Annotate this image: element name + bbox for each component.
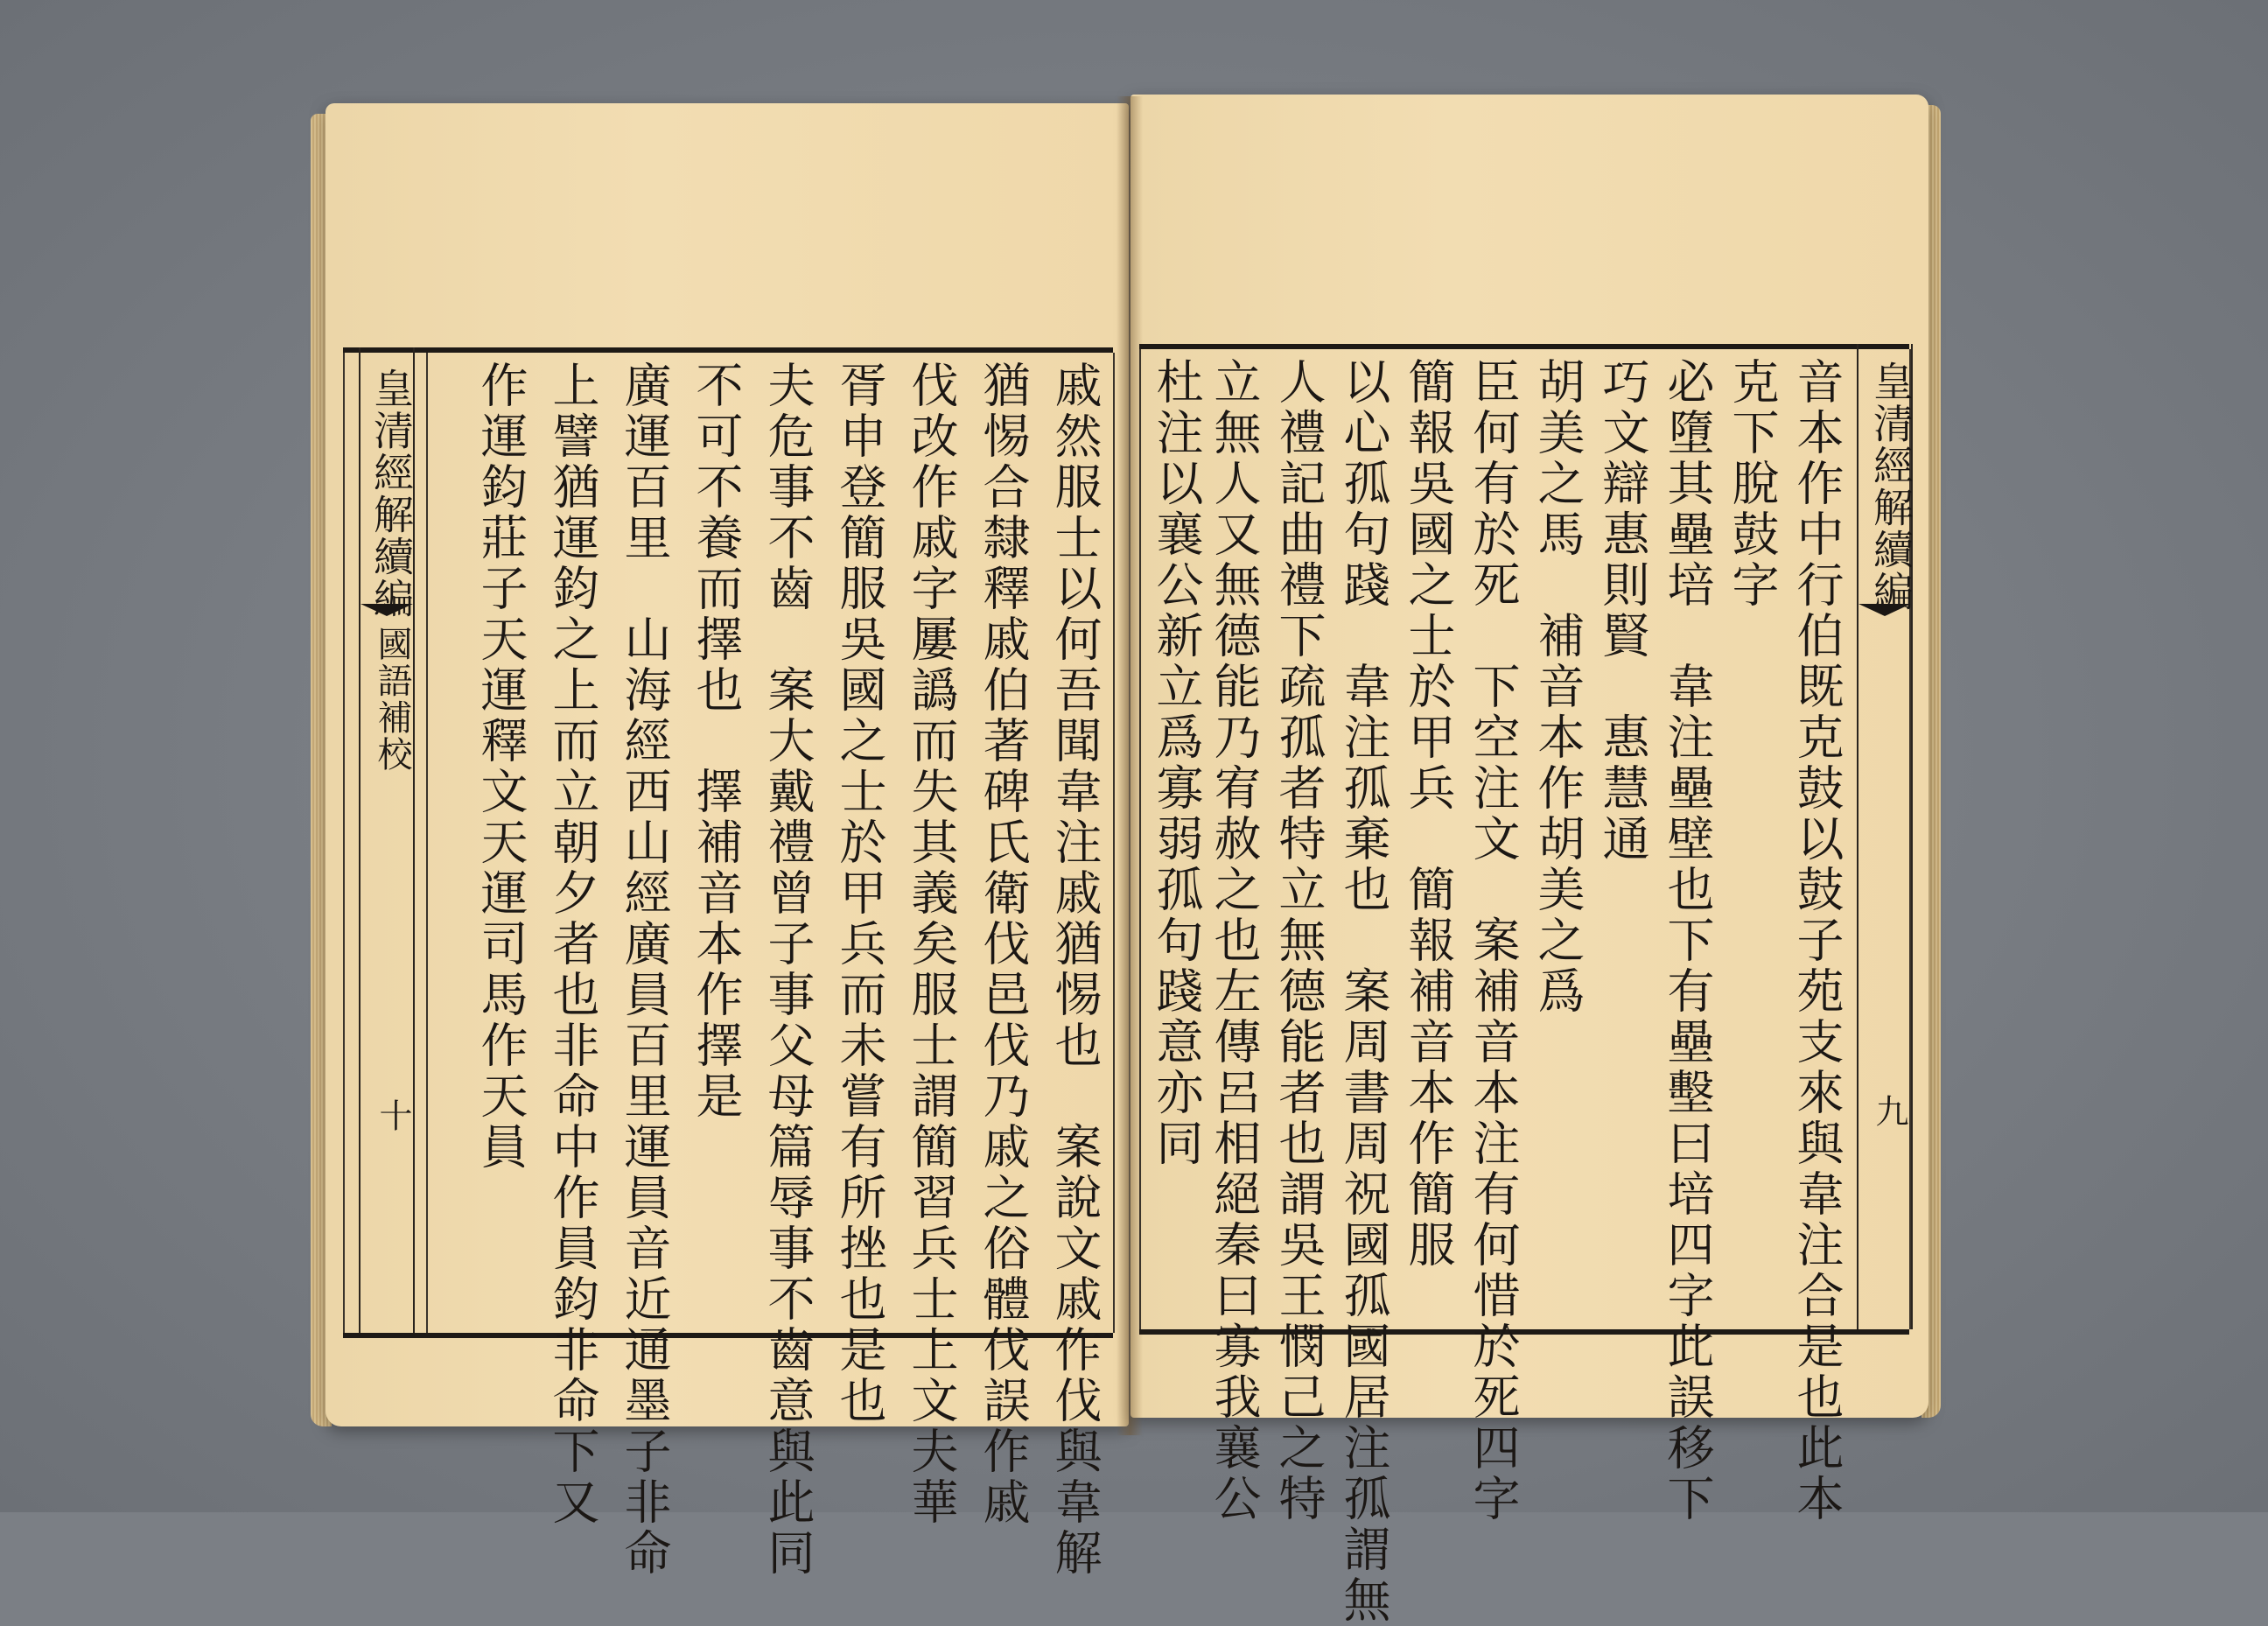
right-text-column-4: 巧文辯惠則賢 惠慧通	[1595, 357, 1650, 865]
right-text-column-11: 杜注以襄公新立爲寡弱孤句踐意亦同	[1149, 357, 1204, 1169]
left-text-column-9: 作運鈞莊子天運釋文天運司馬作天員	[473, 361, 528, 1173]
left-margin-subtitle: 國語補校	[372, 626, 412, 773]
left-folio-number: 十	[374, 1098, 412, 1132]
right-text-column-5: 胡美之馬 補音本作胡美之爲	[1530, 357, 1586, 1017]
right-text-column-6: 臣何有於死 下空注文 案補音本注有何惜於死四字	[1466, 357, 1521, 1524]
left-text-column-5: 夫危事不齒 案大戴禮曾子事父母篇辱事不齒意與此同	[760, 361, 816, 1579]
right-text-column-1: 音本作中行伯既克鼓以鼓子苑支來與韋注合是也此本	[1789, 357, 1844, 1524]
fishtail-mark-right	[1858, 604, 1911, 616]
left-text-column-2: 猶惕合隸釋戚伯著碑氏衛伐邑伐乃戚之俗體伐誤作戚	[976, 361, 1031, 1528]
left-margin-title: 皇清經解續編	[368, 368, 415, 620]
right-margin-title: 皇清經解續編	[1867, 361, 1914, 613]
right-folio-number: 九	[1870, 1094, 1908, 1127]
left-text-column-8: 上譬猶運鈞之上而立朝夕者也非命中作員鈞非命下又	[545, 361, 600, 1528]
left-text-column-4: 胥申登簡服吳國之士於甲兵而未嘗有所挫也是也	[832, 361, 887, 1426]
right-text-column-2: 克下脫鼓字	[1725, 357, 1780, 611]
right-text-column-10: 立無人又無德能乃宥赦之也左傳呂相絕秦曰寡我襄公	[1207, 357, 1262, 1524]
left-text-column-6: 不可不養而擇也 擇補音本作擇是	[689, 361, 744, 1122]
left-text-column-7: 廣運百里 山海經西山經廣員百里運員音近通墨子非命	[617, 361, 672, 1579]
right-text-column-7: 簡報吳國之士於甲兵 簡報補音本作簡服	[1401, 357, 1456, 1271]
right-text-column-8: 以心孤句踐 韋注孤棄也 案周書周祝國孤國居注孤謂無	[1336, 357, 1391, 1626]
fishtail-mark	[360, 604, 413, 616]
right-text-column-9: 人禮記曲禮下疏孤者特立無德能者也謂吳王憫己之特	[1271, 357, 1326, 1524]
right-text-column-3: 必墮其壘培 韋注壘壁也下有壘墼曰培四字此誤移下	[1660, 357, 1715, 1524]
left-text-column-1: 戚然服士以何吾聞韋注戚猶惕也 案說文戚作伐與韋解	[1047, 361, 1102, 1579]
left-text-column-3: 伐改作戚字屢譌而失其義矣服士謂簡習兵士上文夫華	[904, 361, 959, 1528]
